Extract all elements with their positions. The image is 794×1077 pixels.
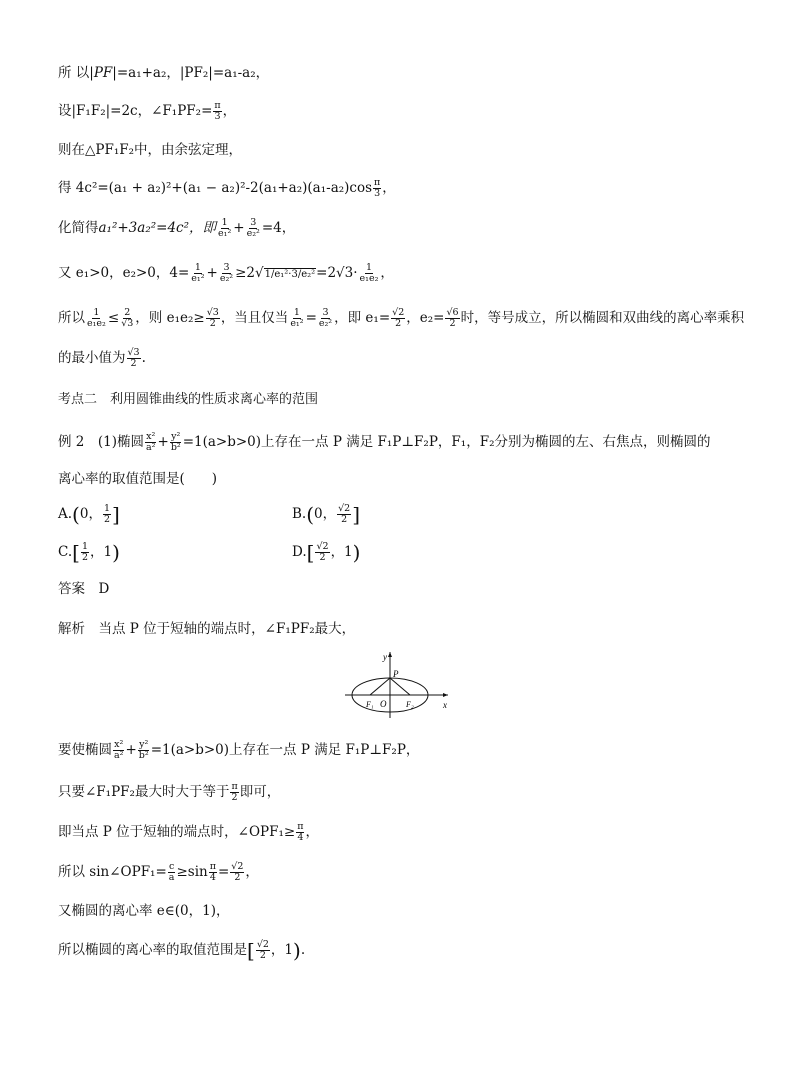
- label-y: y: [383, 652, 387, 662]
- text-l4: 得 4c²=(a₁ + a₂)²+(a₁ − a₂)²-2(a₁+a₂)(a₁-a₂)cos: [58, 180, 373, 196]
- text-l1-prefix: 所 以|: [58, 65, 94, 81]
- analysis-line: 解析 当点 P 位于短轴的端点时，∠F₁PF₂最大，: [58, 621, 356, 637]
- label-o: O: [380, 699, 387, 709]
- text-l1-pf: PF: [93, 65, 113, 81]
- solution-line-1: 要使椭圆 $\frac{\text{x²}}{\text{a²}}$ + $\frac{\text{y²}}{\text{b²}}$ =1(a>b>0)上存在一点 P 满足 F₁P⊥F₂P，: [58, 739, 420, 761]
- label-p: P: [393, 669, 399, 679]
- option-d: D.[ $\frac{√2}{2}$ ，1): [292, 540, 361, 565]
- y-axis-arrow: [388, 652, 392, 657]
- solution-line-3: 即当点 P 位于短轴的端点时，∠OPF₁≥ $\frac{\pi}{4}$ ，: [58, 821, 319, 843]
- option-a: A.(0， $\frac{1}{2}$ ]: [58, 502, 120, 527]
- section-heading: 考点二 利用圆锥曲线的性质求离心率的范围: [58, 392, 319, 407]
- frac-pi-3-b: $\frac{\pi}{3}$: [374, 177, 381, 199]
- frac-pi-3: $\frac{\pi}{3}$: [214, 100, 221, 122]
- example-line-1: 例 2 (1)椭圆 $\frac{\text{x²}}{\text{a²}}$ + $\frac{\text{y²}}{\text{b²}}$ =1(a>b>0)上存在一点 P 满足 F₁P⊥F₂P，F₁，F₂分别为椭圆的左、右焦点，则椭圆的: [58, 431, 711, 453]
- segment-pf1: [370, 678, 390, 695]
- option-b: B.(0， $\frac{√2}{2}$ ]: [292, 502, 361, 527]
- solution-line-5: 又椭圆的离心率 e∈(0，1)，: [58, 903, 230, 919]
- solution-line-2: 只要∠F₁PF₂最大时大于等于 $\frac{\pi}{2}$ 即可，: [58, 781, 281, 803]
- answer-line: 答案 D: [58, 581, 110, 597]
- line-1: [58, 64, 269, 82]
- line-5: 化简得a₁²+3a₂²=4c²，即 $\frac{1}{\text{e₁²}}$ + $\frac{3}{\text{e₂²}}$ =4，: [58, 217, 296, 239]
- x-axis-arrow: [443, 693, 448, 697]
- line-8: 的最小值为 $\frac{√3}{2}$ .: [58, 347, 146, 369]
- segment-pf2: [390, 678, 410, 695]
- example-line-2: 离心率的取值范围是( ): [58, 471, 218, 487]
- label-f2: F₂: [406, 700, 414, 709]
- line-3: [58, 141, 242, 159]
- label-f1: F₁: [366, 700, 374, 709]
- option-c: C.[ $\frac{1}{2}$ ，1): [58, 540, 120, 565]
- text-l5: a₁²+3a₂²=4c²，即: [98, 220, 217, 236]
- line-7: 所以 $\frac{1}{\text{e₁e₂}}$ ≤ $\frac{2}{√3}$ ，则 e₁e₂≥ $\frac{√3}{2}$ ，当且仅当 $\frac{1}{\text{e₁²}}$ = $\frac{3}{\text{e₂²}}$ ，即 e₁= $\frac{√2}{2}$ ，e₂= $\frac{√6}{2}$ 时，等号成立，所以椭圆和双曲线的离心率乘积: [58, 307, 745, 329]
- line-2: 设|F₁F₂|=2c，∠F₁PF₂= $\frac{\pi}{3}$ ，: [58, 100, 237, 122]
- solution-line-4: 所以 sin∠OPF₁= $\frac{c}{a}$ ≥sin $\frac{\pi}{4}$ = $\frac{√2}{2}$ ，: [58, 861, 259, 883]
- text-l1-rest: |=a₁+a₂，|PF₂|=a₁-a₂，: [112, 65, 270, 81]
- ellipse-figure: [340, 650, 455, 720]
- label-x: x: [443, 700, 447, 710]
- solution-line-6: 所以椭圆的离心率的取值范围是[ $\frac{√2}{2}$ ，1).: [58, 938, 306, 963]
- text-l2: 设|F₁F₂|=2c，∠F₁PF₂=: [58, 103, 213, 119]
- line-6: 又 e₁>0，e₂>0，4= $\frac{1}{\text{e₁²}}$ + $\frac{3}{\text{e₂²}}$ ≥2√1/e₁²·3/e₂²=2√3· $\frac{1}{\text{e₁e₂}}$ ，: [58, 262, 394, 284]
- line-4: 得 4c²=(a₁ + a₂)²+(a₁ − a₂)²-2(a₁+a₂)(a₁-a₂)cos $\frac{\pi}{3}$ ，: [58, 177, 396, 199]
- text-l3: 则在△PF₁F₂中，由余弦定理，: [58, 142, 243, 158]
